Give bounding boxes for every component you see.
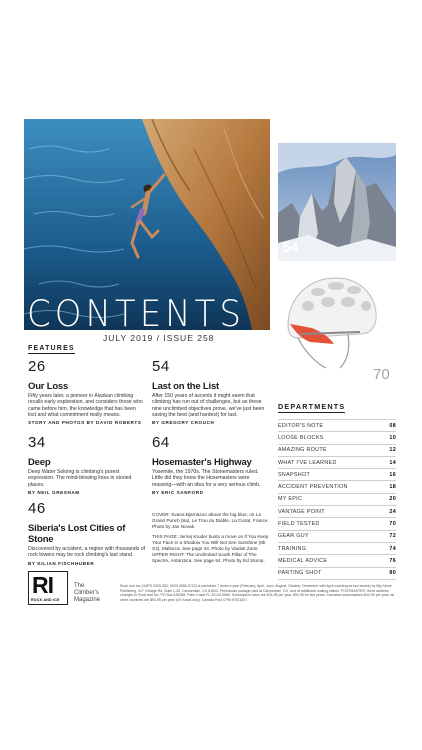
department-name: EDITOR'S NOTE bbox=[278, 422, 324, 429]
department-row[interactable] bbox=[278, 530, 396, 542]
magazine-tagline bbox=[74, 583, 124, 604]
feature-title[interactable]: Deep bbox=[28, 457, 51, 468]
department-name: VANTAGE POINT bbox=[278, 508, 325, 515]
department-page: 18 bbox=[389, 484, 396, 491]
department-row[interactable] bbox=[278, 554, 396, 566]
department-page: 72 bbox=[389, 533, 396, 540]
department-page: 08 bbox=[389, 422, 396, 429]
feature-description: Deep Water Soloing is climbing's purest expression. The mind-blowing lines in storied places. bbox=[28, 469, 132, 488]
department-page: 12 bbox=[389, 447, 396, 454]
department-page: 20 bbox=[389, 496, 396, 503]
mountain-photo bbox=[278, 143, 396, 261]
tagline-line: The bbox=[74, 583, 85, 589]
feature-credit: BY GREGORY CROUCH bbox=[152, 420, 215, 426]
mountain-page-number: 54 bbox=[282, 239, 299, 256]
feature-our-loss[interactable] bbox=[28, 358, 144, 425]
publication-legal-notice: Rock and Ice (USPS 0000-352; ISSN 0885-5722) is published 7 times a year (February, April, June, August, October, December with April counting as two issues) by Big Stone Publishing, 417 Vintage Rd. Suite L-45, Carbondale, CO 81623. Periodicals postage paid at Carbondale, CO, and at additional mailing offices. POSTMASTER: Send address changes to Rock and Ice, PO Box 433268, Palm Coast FL 32143-9568. Subscription rates are $34.95 per year, $54.95 for two years. Canadian subscriptions $44.95 per year; all other countries are $54.95 per year (US funds only). Canada Post CPM #7511607. bbox=[120, 584, 395, 602]
department-name: TRAINING bbox=[278, 545, 307, 552]
department-row[interactable] bbox=[278, 444, 396, 456]
helmet-page-number: 70 bbox=[373, 366, 390, 383]
feature-title[interactable]: Hosemaster's Highway bbox=[152, 457, 252, 468]
department-page: 14 bbox=[389, 459, 396, 466]
department-row[interactable] bbox=[278, 480, 396, 492]
rock-and-ice-logo bbox=[28, 571, 68, 605]
department-name: GEAR GUY bbox=[278, 533, 309, 540]
feature-siberias-lost-cities[interactable] bbox=[28, 500, 148, 566]
feature-page-number: 54 bbox=[152, 358, 170, 375]
feature-page-number: 46 bbox=[28, 500, 46, 517]
photo-captions bbox=[152, 512, 270, 568]
contents-title: CONTENTS bbox=[27, 292, 245, 336]
feature-hosemasters-highway[interactable] bbox=[152, 434, 268, 495]
feature-credit: BY KILIAN FISCHHUBER bbox=[28, 560, 95, 566]
department-row[interactable] bbox=[278, 567, 396, 580]
department-page: 80 bbox=[389, 570, 396, 577]
department-page: 10 bbox=[389, 434, 396, 441]
logo-letters: RI bbox=[32, 572, 53, 598]
feature-last-on-the-list[interactable] bbox=[152, 358, 268, 425]
department-name: PARTING SHOT bbox=[278, 570, 322, 577]
department-row[interactable] bbox=[278, 493, 396, 505]
feature-page-number: 64 bbox=[152, 434, 170, 451]
department-name: FIELD TESTED bbox=[278, 521, 320, 528]
feature-page-number: 26 bbox=[28, 358, 46, 375]
features-label: FEATURES bbox=[28, 345, 75, 352]
tagline-line: Climber's bbox=[74, 590, 99, 596]
issue-date: JULY 2019 / ISSUE 258 bbox=[103, 333, 215, 343]
department-row[interactable] bbox=[278, 419, 396, 431]
feature-credit: BY ERIC SANFORD bbox=[152, 489, 204, 495]
department-page: 76 bbox=[389, 557, 396, 564]
departments-list bbox=[278, 396, 396, 580]
department-page: 24 bbox=[389, 508, 396, 515]
department-name: MY EPIC bbox=[278, 496, 303, 503]
this-page-caption: THIS PAGE: Jernej Kruder busts a move on If You Keep Your Face in a Shadow You Will Not See Sunshine (8b S3), Mallorca. See page 34. Photo by Vladek Zumr. UPPER RIGHT: The unclimbed South Pillar of The Spectre, Antarctica. See page 54. Photo by Ed Stump. bbox=[152, 534, 269, 563]
feature-description: After 150 years of ascents it might seem that climbing has run out of challenges, but as these nine unclimbed objectives prove, we've just been saving the best (and hardest) for last. bbox=[152, 393, 265, 418]
department-page: 74 bbox=[389, 545, 396, 552]
helmet-illustration bbox=[278, 268, 382, 372]
helmet-photo bbox=[278, 268, 398, 383]
department-row[interactable] bbox=[278, 505, 396, 517]
department-name: WHAT I'VE LEARNED bbox=[278, 459, 337, 466]
feature-description: Fifty years later, a pioneer in Alaskan climbing recalls early exploration, and considers those who came before him, the knowledge that has been lost and what commitment really means. bbox=[28, 393, 143, 418]
feature-description: Discovered by accident, a region with thousands of rock towers may be rock climbing's last stand. bbox=[28, 546, 146, 559]
department-name: ACCIDENT PREVENTION bbox=[278, 484, 348, 491]
department-name: SNAPSHOT bbox=[278, 471, 311, 478]
department-name: MEDICAL ADVICE bbox=[278, 557, 328, 564]
department-row[interactable] bbox=[278, 431, 396, 443]
feature-credit: STORY AND PHOTOS BY DAVID ROBERTS bbox=[28, 420, 142, 426]
department-row[interactable] bbox=[278, 456, 396, 468]
department-page: 16 bbox=[389, 471, 396, 478]
feature-credit: BY NEIL GRESHAM bbox=[28, 489, 80, 495]
tagline-line: Magazine bbox=[74, 597, 101, 603]
feature-description: Yosemite, the 1970s. The Stonemasters ruled. Little did they know the Hosemasters were massing—with an idea for a very serious climb. bbox=[152, 469, 261, 488]
departments-label: DEPARTMENTS bbox=[278, 402, 346, 411]
logo-subtitle: ROCK AND ICE bbox=[31, 598, 60, 602]
feature-page-number: 34 bbox=[28, 434, 46, 451]
department-name: LOOSE BLOCKS bbox=[278, 434, 324, 441]
department-page: 70 bbox=[389, 521, 396, 528]
department-row[interactable] bbox=[278, 517, 396, 529]
department-row[interactable] bbox=[278, 468, 396, 480]
feature-title[interactable]: Last on the List bbox=[152, 381, 219, 392]
feature-title[interactable]: Siberia's Lost Cities of Stone bbox=[28, 523, 126, 545]
feature-deep[interactable] bbox=[28, 434, 144, 495]
department-row[interactable] bbox=[278, 542, 396, 554]
department-name: AMAZING ROUTE bbox=[278, 447, 327, 454]
cover-caption: COVER: Svana Bjarnason above the big blue, on La Grand Punch (8a), Le Trou du Diable, La Ciotat, France. Photo by Jan Novak. bbox=[152, 512, 269, 529]
feature-title[interactable]: Our Loss bbox=[28, 381, 69, 392]
